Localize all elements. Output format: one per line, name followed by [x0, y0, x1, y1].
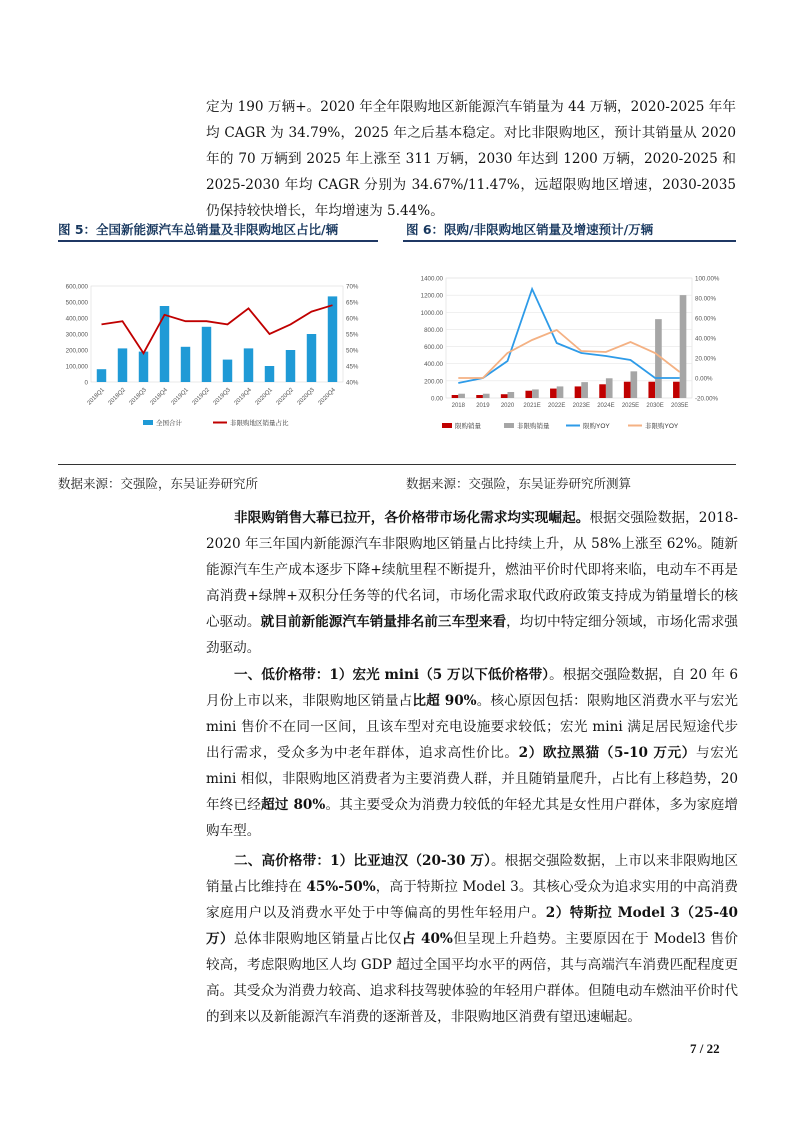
x-tick-label: 2019	[476, 403, 490, 409]
bar-非限购销量	[581, 382, 588, 398]
y-right-tick-label: 55%	[346, 331, 359, 339]
y-right-tick-label: 50%	[346, 347, 359, 355]
bar-全国合计	[181, 347, 190, 382]
paragraph-1-bold: 就目前新能源汽车销量排名前三车型来看	[260, 614, 507, 630]
y-left-tick-label: 600.00	[424, 344, 443, 352]
line-非限购地区销量占比	[102, 305, 333, 353]
y-left-tick-label: 0.00	[430, 395, 443, 403]
x-tick-label: 2020Q3	[296, 387, 316, 407]
x-tick-label: 2019Q2	[191, 387, 211, 407]
bar-全国合计	[139, 352, 148, 382]
paragraph-3-subheading: 2）特斯拉 Model 3（25-40 万）	[206, 905, 739, 947]
plot-area	[91, 286, 343, 382]
paragraph-2-text-c: 与宏光 mini 相似，非限购地区消费者为主要消费人群，并且随销量爬升，占比有上移趋势，20 年终已经	[206, 745, 738, 813]
y-right-tick-label: 20.00%	[695, 355, 716, 363]
y-right-tick-label: 0.00%	[695, 375, 713, 383]
paragraph-2-heading: 一、低价格带：1）宏光 mini（5 万以下低价格带）	[234, 667, 550, 683]
bar-非限购销量	[606, 378, 613, 398]
figure-6-source: 数据来源：交强险，东吴证券研究所测算	[406, 476, 632, 491]
bar-全国合计	[328, 296, 337, 382]
bar-限购销量	[673, 382, 680, 398]
y-left-tick-label: 800.00	[424, 326, 443, 334]
figure-6-title: 图 6：限购/非限购地区销量及增速预计/万辆	[406, 222, 654, 237]
bar-非限购销量	[532, 389, 539, 398]
paragraph-3-text-b: ，高于特斯拉 Model 3。其核心受众为追求实用的中高消费家庭用户以及消费水平处于中等偏高的男性年轻用户。	[206, 879, 738, 921]
paragraph-3-bold-b: 占 40%	[401, 931, 453, 947]
paragraph-3-text-d: 但呈现上升趋势。主要原因在于 Model3 售价较高，考虑限购地区人均 GDP 超过全国平均水平的两倍，其与高端汽车消费匹配程度更高。其受众为消费力较高、追求科技驾驶体验的年轻用户群体。但随电动车燃油平价时代的到来以及新能源汽车消费的逐渐普及，非限购地区消费有望迅速崛起。	[206, 931, 739, 1025]
y-left-tick-label: 100,000	[65, 363, 88, 371]
y-left-tick-label: 0	[84, 379, 88, 387]
x-tick-label: 2020Q4	[317, 387, 337, 407]
legend-swatch	[442, 423, 452, 428]
y-right-tick-label: 40%	[346, 379, 359, 387]
y-right-tick-label: 45%	[346, 363, 359, 371]
legend-label: 非限购YOY	[645, 423, 679, 430]
bar-非限购销量	[483, 394, 490, 398]
y-right-tick-label: 60.00%	[695, 315, 716, 323]
bar-限购销量	[599, 384, 606, 398]
bar-限购销量	[525, 391, 532, 398]
y-left-tick-label: 1200.00	[420, 292, 443, 300]
paragraph-2-subheading: 2）欧拉黑猫（5-10 万元）	[518, 745, 696, 761]
legend-swatch	[143, 420, 153, 425]
y-left-tick-label: 500,000	[65, 299, 88, 307]
paragraph-high-price	[206, 848, 738, 1030]
bar-全国合计	[223, 360, 232, 382]
x-tick-label: 2020Q2	[275, 387, 295, 407]
x-tick-label: 2030E	[646, 403, 664, 409]
bar-限购销量	[624, 382, 631, 398]
bar-非限购销量	[458, 394, 465, 398]
paragraph-3-text-c: 总体非限购地区销量占比仅	[233, 931, 402, 947]
legend-label: 全国合计	[156, 420, 182, 427]
x-tick-label: 2018Q3	[128, 387, 148, 407]
legend-label: 限购销量	[455, 423, 481, 430]
paragraph-3-heading: 二、高价格带：1）比亚迪汉（20-30 万）	[234, 853, 492, 869]
y-left-tick-label: 300,000	[65, 331, 88, 339]
paragraph-1-text: 根据交强险数据，2018-2020 年三年国内新能源汽车非限购地区销量占比持续上升，从 58%上涨至 62%。随新能源汽车生产成本逐步下降+续航里程不断提升，燃油平价时代即将来临，电动车不再是高消费+绿牌+双积分任务等的代名词，市场化需求取代政府政策支持成为销量增长的核心驱动。	[206, 510, 738, 630]
x-tick-label: 2025E	[621, 403, 640, 409]
y-left-tick-label: 600,000	[65, 283, 88, 291]
bar-全国合计	[244, 348, 253, 382]
bar-限购销量	[501, 394, 508, 398]
bar-全国合计	[118, 348, 127, 382]
figure-5-title-rule	[58, 240, 378, 242]
y-right-tick-label: 40.00%	[695, 335, 716, 343]
x-tick-label: 2019Q4	[233, 387, 253, 407]
paragraph-2-text-a: 。根据交强险数据，自 20 年 6 月份上市以来，非限购地区销量占	[206, 667, 738, 709]
bar-非限购销量	[631, 371, 638, 398]
bar-全国合计	[160, 306, 169, 382]
paragraph-nonrestricted	[206, 505, 738, 661]
bar-全国合计	[202, 327, 211, 382]
y-right-tick-label: 100.00%	[695, 275, 720, 283]
figure-source-rule	[58, 464, 736, 465]
plot-area	[446, 278, 692, 398]
figure-5-chart	[58, 272, 388, 442]
bar-限购销量	[452, 395, 459, 398]
y-left-tick-label: 1000.00	[420, 309, 443, 317]
y-left-tick-label: 400,000	[65, 315, 88, 323]
x-tick-label: 2024E	[597, 403, 615, 409]
bar-限购销量	[550, 389, 557, 398]
bar-全国合计	[97, 369, 106, 382]
y-right-tick-label: 60%	[346, 315, 359, 323]
legend-swatch	[504, 423, 514, 428]
legend-label: 非限购销量	[517, 423, 550, 430]
page-number: 7 / 22	[690, 1041, 720, 1056]
x-tick-label: 2022E	[548, 403, 566, 409]
y-left-tick-label: 400.00	[424, 361, 443, 369]
bar-非限购销量	[508, 392, 515, 398]
bar-全国合计	[307, 334, 316, 382]
y-right-tick-label: -20.00%	[695, 395, 719, 403]
x-tick-label: 2020	[500, 403, 515, 409]
x-tick-label: 2018Q4	[149, 387, 169, 407]
bar-限购销量	[575, 386, 582, 398]
y-right-tick-label: 70%	[346, 283, 359, 291]
paragraph-1-heading: 非限购销售大幕已拉开，各价格带市场化需求均实现崛起。	[234, 510, 590, 526]
y-left-tick-label: 200,000	[65, 347, 88, 355]
x-tick-label: 2019Q1	[170, 387, 190, 407]
bar-非限购销量	[655, 319, 662, 398]
y-right-tick-label: 65%	[346, 299, 359, 307]
x-tick-label: 2020Q1	[254, 387, 274, 407]
bar-限购销量	[476, 395, 483, 398]
legend-label: 非限购地区销量占比	[230, 420, 289, 427]
figure-5-source: 数据来源：交强险，东吴证券研究所	[58, 476, 259, 491]
figure-6-chart	[408, 272, 738, 442]
x-tick-label: 2023E	[572, 403, 590, 409]
x-tick-label: 2019Q3	[212, 387, 232, 407]
y-left-tick-label: 1400.00	[420, 275, 443, 283]
bar-限购销量	[648, 382, 655, 398]
x-tick-label: 2021E	[523, 403, 541, 409]
y-right-tick-label: 80.00%	[695, 295, 716, 303]
bar-非限购销量	[557, 386, 564, 398]
paragraph-2-text-b: 。核心原因包括：限购地区消费水平与宏光 mini 售价不在同一区间，且该车型对充电设施要求较低；宏光 mini 满足居民短途代步出行需求，受众多为中老年群体，追求高性价比。	[206, 693, 738, 761]
legend-label: 限购YOY	[583, 423, 610, 430]
paragraph-3-bold-a: 45%-50%	[306, 879, 376, 895]
figure-5-title: 图 5：全国新能源汽车总销量及非限购地区占比/辆	[58, 222, 339, 237]
x-tick-label: 2018Q1	[86, 387, 106, 407]
paragraph-1-end: ，均切中特定细分领域，市场化需求强劲驱动。	[206, 614, 739, 656]
paragraph-2-bold-a: 比超 90%	[412, 693, 477, 709]
bar-非限购销量	[680, 295, 687, 398]
figure-6-title-rule	[403, 240, 736, 242]
x-tick-label: 2018Q2	[107, 387, 127, 407]
paragraph-3-text-a: 。根据交强险数据，上市以来非限购地区销量占比维持在	[206, 853, 738, 895]
paragraph-2-text-d: 。其主要受众为消费力较低的年轻尤其是女性用户群体，多为家庭增购车型。	[206, 797, 738, 839]
x-tick-label: 2018	[451, 403, 465, 409]
paragraph-2-bold-b: 超过 80%	[261, 797, 326, 813]
intro-paragraph: 定为 190 万辆+。2020 年全年限购地区新能源汽车销量为 44 万辆，2020-2025 年年均 CAGR 为 34.79%，2025 年之后基本稳定。对比非限购地区，预计其销量从 2020 年的 70 万辆到 2025 年上涨至 311 万辆，2030 年达到 1200 万辆，2020-2025 和 2025-2030 年均 CAGR 分别为 34.67%/11.47%，远超限购地区增速，2030-2035 仍保持较快增长，年均增速为 5.44%。	[206, 99, 736, 219]
paragraph-low-price	[206, 662, 738, 844]
y-left-tick-label: 200.00	[424, 378, 443, 386]
bar-全国合计	[286, 350, 295, 382]
bar-全国合计	[265, 366, 274, 382]
x-tick-label: 2035E	[671, 403, 689, 409]
